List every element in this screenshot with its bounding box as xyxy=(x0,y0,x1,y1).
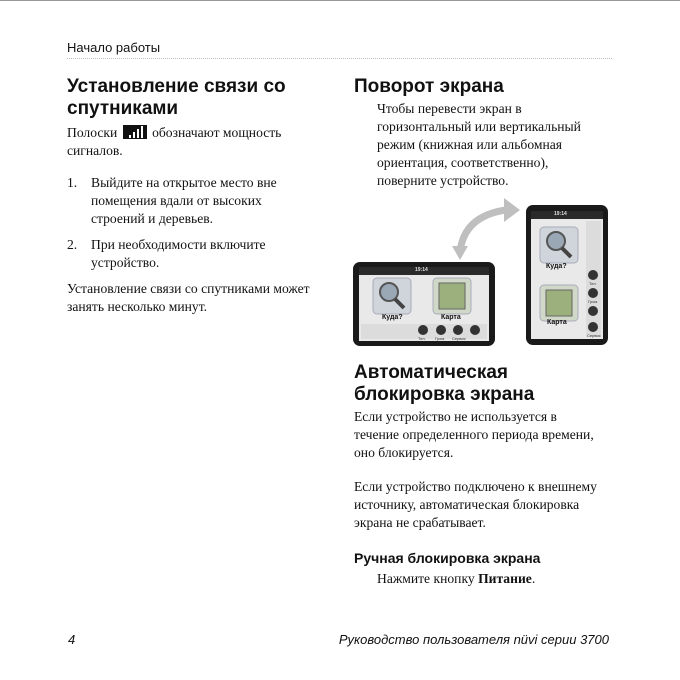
step-text: помещения вдали от высоких xyxy=(91,193,262,208)
step-number: 2. xyxy=(67,237,78,252)
portrait-tel-label: Тел. xyxy=(589,281,597,286)
landscape-vol-label: Гром. xyxy=(435,336,446,341)
rotate-arrow-icon xyxy=(452,196,522,260)
note-line: Установление связи со спутниками может xyxy=(67,281,310,296)
auto-lock-line: источнику, автоматическая блокировка xyxy=(354,497,580,512)
auto-lock-heading xyxy=(354,362,534,406)
signal-bars-icon xyxy=(123,125,147,139)
running-header: Начало работы xyxy=(67,40,161,55)
landscape-device xyxy=(353,262,495,346)
auto-lock-heading-line1: Автоматическая xyxy=(354,362,508,383)
rotate-text-line: поверните устройство. xyxy=(377,173,509,188)
landscape-map-label: Карта xyxy=(441,314,461,321)
auto-lock-line: течение определенного периода времени, xyxy=(354,427,594,442)
auto-lock-heading-line2: блокировка экрана xyxy=(354,384,535,405)
rotate-text-line: Чтобы перевести экран в xyxy=(377,101,522,116)
landscape-device-frame xyxy=(353,262,495,346)
list-item xyxy=(67,174,332,228)
intro-text-before: Полоски xyxy=(67,125,118,140)
rotate-text-line: ориентация, соответственно), xyxy=(377,155,549,170)
auto-lock-text-1 xyxy=(354,408,619,462)
landscape-tel-label: Тел. xyxy=(418,336,426,341)
manual-lock-text xyxy=(377,570,535,588)
top-border xyxy=(0,0,680,1)
note-line: занять несколько минут. xyxy=(67,299,208,314)
intro-text-after: обозначают мощность xyxy=(152,125,282,140)
signal-intro xyxy=(67,124,332,160)
portrait-service-label: Сервис xyxy=(587,333,601,338)
intro-text-line2: сигналов. xyxy=(67,143,123,158)
portrait-device xyxy=(526,205,608,345)
rotate-text xyxy=(377,100,617,190)
landscape-where-label: Куда? xyxy=(382,314,403,321)
satellite-note xyxy=(67,280,342,316)
rotate-text-line: режим (книжная или альбомная xyxy=(377,137,563,152)
portrait-where-label: Куда? xyxy=(546,263,567,270)
satellites-heading xyxy=(67,76,286,120)
step-text: При необходимости включите xyxy=(91,237,266,252)
list-item xyxy=(67,236,332,272)
manual-lock-heading: Ручная блокировка экрана xyxy=(354,550,541,566)
step-text: Выйдите на открытое место вне xyxy=(91,175,277,190)
power-button-label: Питание xyxy=(478,571,532,586)
step-text: устройство. xyxy=(91,255,160,270)
landscape-time: 19:14 xyxy=(415,267,428,273)
rotate-text-line: горизонтальный или вертикальный xyxy=(377,119,581,134)
portrait-device-frame xyxy=(526,205,608,345)
manual-lock-after: . xyxy=(531,571,536,586)
auto-lock-line: Если устройство не используется в xyxy=(354,409,557,424)
header-rule xyxy=(67,58,612,59)
satellites-heading-line2: спутниками xyxy=(67,98,179,119)
page-number: 4 xyxy=(68,632,76,647)
step-text: строений и деревьев. xyxy=(91,211,214,226)
steps-list xyxy=(67,174,332,280)
auto-lock-text-2 xyxy=(354,478,619,532)
auto-lock-line: экрана не срабатывает. xyxy=(354,515,486,530)
satellites-heading-line1: Установление связи со xyxy=(67,76,286,97)
manual-lock-before: Нажмите кнопку xyxy=(377,571,479,586)
footer-doc-title: Руководство пользователя nüvi серии 3700 xyxy=(338,632,609,647)
auto-lock-line: оно блокируется. xyxy=(354,445,454,460)
rotate-heading: Поворот экрана xyxy=(354,76,504,97)
auto-lock-line: Если устройство подключено к внешнему xyxy=(354,479,597,494)
portrait-map-label: Карта xyxy=(547,319,567,326)
portrait-vol-label: Гром. xyxy=(588,299,599,304)
portrait-time: 19:14 xyxy=(554,211,567,217)
step-number: 1. xyxy=(67,175,78,190)
landscape-service-label: Сервис xyxy=(452,336,466,341)
